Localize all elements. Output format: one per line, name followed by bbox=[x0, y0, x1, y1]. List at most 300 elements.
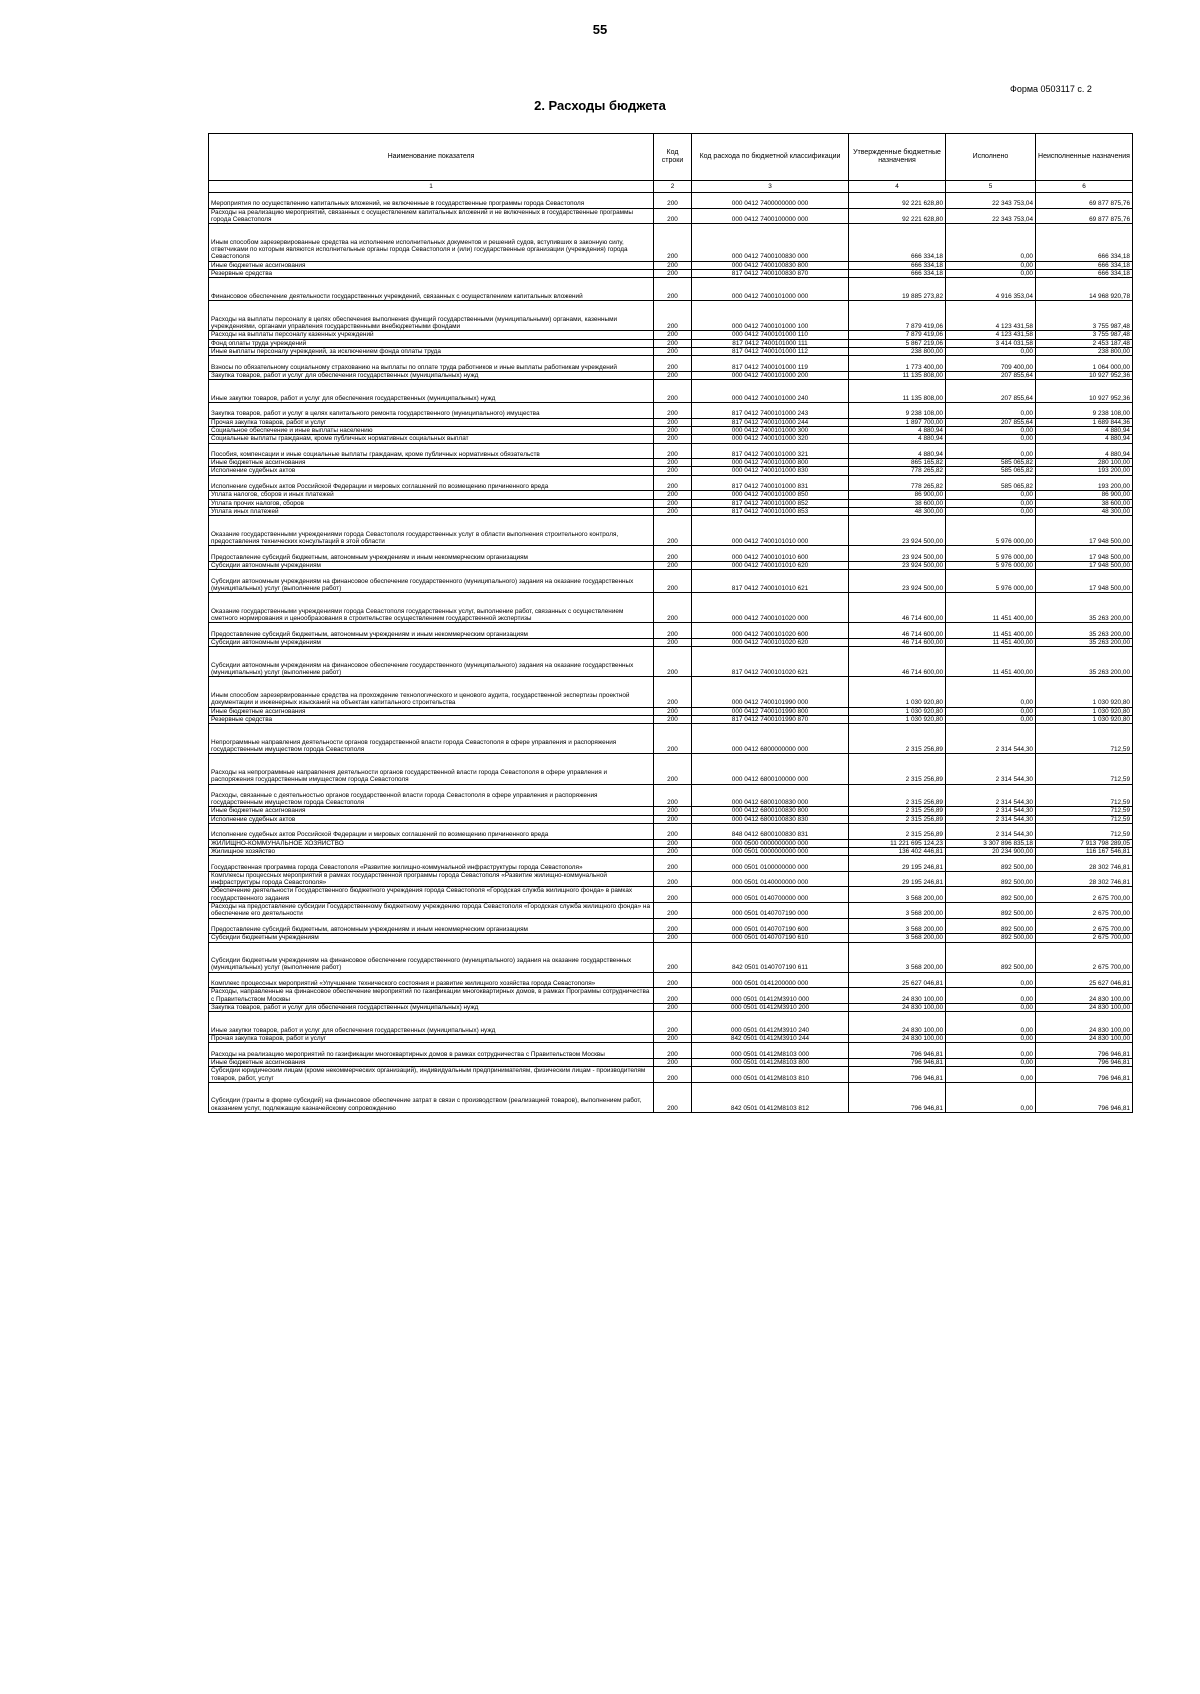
page-number: 55 bbox=[592, 22, 608, 37]
row-line-code: 200 bbox=[654, 988, 692, 1004]
row-name: Исполнение судебных актов Российской Федерации и мировых соглашений по возмещению причиненного вреда bbox=[209, 824, 654, 840]
row-line-code: 200 bbox=[654, 261, 692, 269]
row-approved: 29 195 246,81 bbox=[849, 856, 946, 872]
row-name: Социальные выплаты гражданам, кроме публичных нормативных социальных выплат bbox=[209, 435, 654, 443]
row-unexecuted: 24 830 100,00 bbox=[1036, 1035, 1133, 1043]
row-executed: 892 500,00 bbox=[946, 942, 1036, 972]
row-name: Комплекс процессных мероприятий «Улучшение технического состояния и развитие жилищного хозяйства города Севастополя» bbox=[209, 972, 654, 988]
table-row bbox=[209, 467, 1133, 475]
row-name: Исполнение судебных актов bbox=[209, 815, 654, 823]
row-line-code: 200 bbox=[654, 638, 692, 646]
row-executed: 3 307 896 835,18 bbox=[946, 839, 1036, 847]
row-executed: 892 500,00 bbox=[946, 856, 1036, 872]
table-row bbox=[209, 418, 1133, 426]
row-name: Резервные средства bbox=[209, 269, 654, 277]
header-name: Наименование показателя bbox=[209, 134, 654, 181]
row-line-code: 200 bbox=[654, 435, 692, 443]
row-unexecuted: 7 913 798 289,05 bbox=[1036, 839, 1133, 847]
row-approved: 2 315 256,89 bbox=[849, 824, 946, 840]
row-budget-code: 817 0412 7400101020 621 bbox=[692, 647, 849, 677]
row-approved: 9 238 108,00 bbox=[849, 403, 946, 419]
row-line-code: 200 bbox=[654, 403, 692, 419]
row-line-code: 200 bbox=[654, 647, 692, 677]
row-approved: 11 135 808,00 bbox=[849, 371, 946, 379]
row-unexecuted: 193 200,00 bbox=[1036, 475, 1133, 491]
row-executed: 0,00 bbox=[946, 1035, 1036, 1043]
row-executed: 0,00 bbox=[946, 1058, 1036, 1066]
row-line-code: 200 bbox=[654, 1067, 692, 1083]
row-name: Жилищное хозяйство bbox=[209, 847, 654, 855]
row-name: Оказание государственными учреждениями города Севастополя государственных услуг в области выполнения строительного контроля, предоставления технических консультаций в этой области bbox=[209, 516, 654, 546]
table-row bbox=[209, 887, 1133, 903]
row-executed: 709 400,00 bbox=[946, 356, 1036, 372]
row-line-code: 200 bbox=[654, 871, 692, 887]
row-name: Субсидии бюджетным учреждениям bbox=[209, 934, 654, 942]
table-row bbox=[209, 593, 1133, 623]
row-unexecuted: 9 238 108,00 bbox=[1036, 403, 1133, 419]
table-row bbox=[209, 847, 1133, 855]
row-budget-code: 842 0501 0140707190 611 bbox=[692, 942, 849, 972]
row-approved: 3 568 200,00 bbox=[849, 934, 946, 942]
table-row bbox=[209, 371, 1133, 379]
row-unexecuted: 2 675 700,00 bbox=[1036, 934, 1133, 942]
row-line-code: 200 bbox=[654, 903, 692, 919]
table-row bbox=[209, 561, 1133, 569]
page-title: 2. Расходы бюджета bbox=[534, 98, 666, 113]
row-unexecuted: 25 627 046,81 bbox=[1036, 972, 1133, 988]
row-name: Закупка товаров, работ и услуг для обеспечения государственных (муниципальных) нужд bbox=[209, 1003, 654, 1011]
row-approved: 46 714 600,00 bbox=[849, 647, 946, 677]
row-name: Взносы по обязательному социальному страхованию на выплаты по оплате труда работников и иные выплаты работникам учреждений bbox=[209, 356, 654, 372]
row-unexecuted: 2 675 700,00 bbox=[1036, 918, 1133, 934]
row-executed: 5 976 000,00 bbox=[946, 570, 1036, 593]
row-approved: 3 568 200,00 bbox=[849, 918, 946, 934]
row-executed: 892 500,00 bbox=[946, 934, 1036, 942]
row-name: Прочая закупка товаров, работ и услуг bbox=[209, 418, 654, 426]
row-budget-code: 817 0412 7400101000 321 bbox=[692, 443, 849, 459]
table-row bbox=[209, 403, 1133, 419]
row-approved: 3 568 200,00 bbox=[849, 942, 946, 972]
table-row bbox=[209, 356, 1133, 372]
row-approved: 46 714 600,00 bbox=[849, 638, 946, 646]
row-approved: 4 880,94 bbox=[849, 443, 946, 459]
row-budget-code: 842 0501 01412M8103 812 bbox=[692, 1082, 849, 1112]
row-approved: 46 714 600,00 bbox=[849, 593, 946, 623]
row-line-code: 200 bbox=[654, 815, 692, 823]
row-budget-code: 817 0412 7400101000 243 bbox=[692, 403, 849, 419]
row-executed: 11 451 400,00 bbox=[946, 593, 1036, 623]
row-executed: 2 314 544,30 bbox=[946, 815, 1036, 823]
row-name: Уплата иных платежей bbox=[209, 507, 654, 515]
table-row bbox=[209, 623, 1133, 639]
row-unexecuted: 712,59 bbox=[1036, 807, 1133, 815]
table-row bbox=[209, 278, 1133, 301]
row-name: Субсидии автономным учреждениям на финансовое обеспечение государственного (муниципального) задания на оказание государственных (муниципальных) услуг (выполнение работ) bbox=[209, 570, 654, 593]
row-line-code: 200 bbox=[654, 824, 692, 840]
row-unexecuted: 17 948 500,00 bbox=[1036, 516, 1133, 546]
row-unexecuted: 2 453 187,48 bbox=[1036, 339, 1133, 347]
row-budget-code: 000 0501 0140700000 000 bbox=[692, 887, 849, 903]
row-executed: 22 343 753,04 bbox=[946, 208, 1036, 224]
row-unexecuted: 712,59 bbox=[1036, 754, 1133, 784]
table-row bbox=[209, 224, 1133, 262]
row-unexecuted: 28 302 746,81 bbox=[1036, 871, 1133, 887]
row-approved: 92 221 628,80 bbox=[849, 193, 946, 209]
row-executed: 0,00 bbox=[946, 1067, 1036, 1083]
row-executed: 11 451 400,00 bbox=[946, 623, 1036, 639]
table-row bbox=[209, 380, 1133, 403]
row-unexecuted: 1 689 844,36 bbox=[1036, 418, 1133, 426]
row-approved: 136 402 446,81 bbox=[849, 847, 946, 855]
row-line-code: 200 bbox=[654, 491, 692, 499]
row-line-code: 200 bbox=[654, 784, 692, 807]
row-executed: 0,00 bbox=[946, 707, 1036, 715]
row-executed: 0,00 bbox=[946, 677, 1036, 707]
row-name: Расходы на реализацию мероприятий, связанных с осуществлением капитальных вложений и не включенных в государственные программы города Севастополя bbox=[209, 208, 654, 224]
table-row bbox=[209, 347, 1133, 355]
row-name: Предоставление субсидий бюджетным, автономным учреждениям и иным некоммерческим организациям bbox=[209, 546, 654, 562]
table-row bbox=[209, 807, 1133, 815]
row-approved: 7 879 419,06 bbox=[849, 301, 946, 331]
row-name: Пособия, компенсации и иные социальные выплаты гражданам, кроме публичных нормативных обязательств bbox=[209, 443, 654, 459]
row-unexecuted: 3 755 987,48 bbox=[1036, 301, 1133, 331]
row-line-code: 200 bbox=[654, 1012, 692, 1035]
row-name: Субсидии автономным учреждениям bbox=[209, 638, 654, 646]
row-line-code: 200 bbox=[654, 339, 692, 347]
row-unexecuted: 116 167 546,81 bbox=[1036, 847, 1133, 855]
row-executed: 892 500,00 bbox=[946, 903, 1036, 919]
row-executed: 0,00 bbox=[946, 499, 1036, 507]
table-row bbox=[209, 475, 1133, 491]
row-budget-code: 000 0412 6800100830 830 bbox=[692, 815, 849, 823]
row-name: Прочая закупка товаров, работ и услуг bbox=[209, 1035, 654, 1043]
table-row bbox=[209, 707, 1133, 715]
row-name: Закупка товаров, работ и услуг для обеспечения государственных (муниципальных) нужд bbox=[209, 371, 654, 379]
row-unexecuted: 796 946,81 bbox=[1036, 1043, 1133, 1059]
row-budget-code: 817 0412 7400101000 244 bbox=[692, 418, 849, 426]
table-row bbox=[209, 715, 1133, 723]
row-name: Предоставление субсидий бюджетным, автономным учреждениям и иным некоммерческим организациям bbox=[209, 918, 654, 934]
row-unexecuted: 712,59 bbox=[1036, 815, 1133, 823]
row-approved: 2 315 256,89 bbox=[849, 815, 946, 823]
row-approved: 1 773 400,00 bbox=[849, 356, 946, 372]
table-row bbox=[209, 1035, 1133, 1043]
row-name: Мероприятия по осуществлению капитальных вложений, не включенные в государственные программы города Севастополя bbox=[209, 193, 654, 209]
row-budget-code: 000 0412 6800100830 000 bbox=[692, 784, 849, 807]
table-row bbox=[209, 903, 1133, 919]
row-budget-code: 000 0501 0140707190 610 bbox=[692, 934, 849, 942]
table-row bbox=[209, 1003, 1133, 1011]
row-approved: 29 195 246,81 bbox=[849, 871, 946, 887]
row-executed: 0,00 bbox=[946, 491, 1036, 499]
row-unexecuted: 1 064 000,00 bbox=[1036, 356, 1133, 372]
table-row bbox=[209, 972, 1133, 988]
header-unexecuted: Неисполненные назначения bbox=[1036, 134, 1133, 181]
row-executed: 585 065,82 bbox=[946, 475, 1036, 491]
row-line-code: 200 bbox=[654, 516, 692, 546]
row-executed: 3 414 031,58 bbox=[946, 339, 1036, 347]
row-approved: 796 946,81 bbox=[849, 1043, 946, 1059]
row-unexecuted: 3 755 987,48 bbox=[1036, 331, 1133, 339]
row-name: Расходы на выплаты персоналу в целях обеспечения выполнения функций государственными (муниципальными) органами, казенными учреждениями, органами управления государственными внебюджетными фондами bbox=[209, 301, 654, 331]
row-unexecuted: 4 880,94 bbox=[1036, 426, 1133, 434]
row-executed: 2 314 544,30 bbox=[946, 724, 1036, 754]
row-line-code: 200 bbox=[654, 356, 692, 372]
row-budget-code: 817 0412 7400101000 853 bbox=[692, 507, 849, 515]
row-executed: 2 314 544,30 bbox=[946, 824, 1036, 840]
row-line-code: 200 bbox=[654, 507, 692, 515]
row-budget-code: 817 0412 7400100830 870 bbox=[692, 269, 849, 277]
header-budget-code: Код расхода по бюджетной классификации bbox=[692, 134, 849, 181]
row-executed: 0,00 bbox=[946, 426, 1036, 434]
row-approved: 4 880,94 bbox=[849, 426, 946, 434]
row-executed: 2 314 544,30 bbox=[946, 754, 1036, 784]
row-executed: 4 123 431,58 bbox=[946, 331, 1036, 339]
row-unexecuted: 796 946,81 bbox=[1036, 1067, 1133, 1083]
row-approved: 3 568 200,00 bbox=[849, 887, 946, 903]
table-body bbox=[209, 193, 1133, 1113]
row-unexecuted: 35 263 200,00 bbox=[1036, 647, 1133, 677]
row-unexecuted: 69 877 875,76 bbox=[1036, 193, 1133, 209]
row-name: Иным способом зарезервированные средства на исполнение исполнительных документов и решений судов, вступивших в законную силу, ответчиками по которым являются исполнительные органы города Севастополя и (или) государственные организации (учреждения) города Севастополя bbox=[209, 224, 654, 262]
row-approved: 25 627 046,81 bbox=[849, 972, 946, 988]
row-budget-code: 000 0412 7400000000 000 bbox=[692, 193, 849, 209]
table-row bbox=[209, 193, 1133, 209]
row-approved: 865 165,82 bbox=[849, 459, 946, 467]
row-budget-code: 000 0412 7400101000 320 bbox=[692, 435, 849, 443]
row-name: Иные закупки товаров, работ и услуг для обеспечения государственных (муниципальных) нужд bbox=[209, 1012, 654, 1035]
row-unexecuted: 4 880,94 bbox=[1036, 443, 1133, 459]
row-line-code: 200 bbox=[654, 724, 692, 754]
row-approved: 23 924 500,00 bbox=[849, 570, 946, 593]
table-row bbox=[209, 301, 1133, 331]
row-approved: 666 334,18 bbox=[849, 261, 946, 269]
row-unexecuted: 238 800,00 bbox=[1036, 347, 1133, 355]
row-budget-code: 000 0501 0140707190 000 bbox=[692, 903, 849, 919]
table-row bbox=[209, 499, 1133, 507]
row-approved: 666 334,18 bbox=[849, 269, 946, 277]
row-unexecuted: 69 877 875,76 bbox=[1036, 208, 1133, 224]
row-budget-code: 000 0501 01412M3910 200 bbox=[692, 1003, 849, 1011]
table-row bbox=[209, 331, 1133, 339]
column-number: 6 bbox=[1036, 181, 1133, 193]
row-unexecuted: 24 830 100,00 bbox=[1036, 1012, 1133, 1035]
table-row bbox=[209, 824, 1133, 840]
row-line-code: 200 bbox=[654, 278, 692, 301]
row-name: Субсидии автономным учреждениям на финансовое обеспечение государственного (муниципального) задания на оказание государственных (муниципальных) услуг (выполнение работ) bbox=[209, 647, 654, 677]
row-budget-code: 817 0412 7400101000 119 bbox=[692, 356, 849, 372]
row-name: Исполнение судебных актов bbox=[209, 467, 654, 475]
table-row bbox=[209, 570, 1133, 593]
row-line-code: 200 bbox=[654, 707, 692, 715]
row-line-code: 200 bbox=[654, 934, 692, 942]
table-row bbox=[209, 435, 1133, 443]
row-name: Расходы на непрограммные направления деятельности органов государственной власти города Севастополя в сфере управления и распоряжения государственным имуществом города Севастополя bbox=[209, 754, 654, 784]
row-line-code: 200 bbox=[654, 224, 692, 262]
table-row bbox=[209, 1043, 1133, 1059]
row-executed: 0,00 bbox=[946, 972, 1036, 988]
row-unexecuted: 1 030 920,80 bbox=[1036, 715, 1133, 723]
row-line-code: 200 bbox=[654, 459, 692, 467]
row-executed: 11 451 400,00 bbox=[946, 638, 1036, 646]
row-line-code: 200 bbox=[654, 972, 692, 988]
row-unexecuted: 35 263 200,00 bbox=[1036, 638, 1133, 646]
row-budget-code: 000 0412 7400100830 800 bbox=[692, 261, 849, 269]
table-row bbox=[209, 269, 1133, 277]
row-unexecuted: 1 030 920,80 bbox=[1036, 707, 1133, 715]
table-row bbox=[209, 918, 1133, 934]
row-unexecuted: 796 946,81 bbox=[1036, 1082, 1133, 1112]
row-budget-code: 000 0412 7400101000 850 bbox=[692, 491, 849, 499]
row-executed: 0,00 bbox=[946, 1043, 1036, 1059]
row-line-code: 200 bbox=[654, 856, 692, 872]
row-unexecuted: 666 334,18 bbox=[1036, 224, 1133, 262]
row-budget-code: 000 0501 01412M8103 800 bbox=[692, 1058, 849, 1066]
row-name: Иным способом зарезервированные средства на прохождение технологического и ценового аудита, государственной экспертизы проектной документации и инженерных изысканий на объектам капитального строительства bbox=[209, 677, 654, 707]
row-budget-code: 000 0412 7400101010 620 bbox=[692, 561, 849, 569]
row-budget-code: 000 0412 7400100830 000 bbox=[692, 224, 849, 262]
row-approved: 796 946,81 bbox=[849, 1082, 946, 1112]
row-line-code: 200 bbox=[654, 426, 692, 434]
row-line-code: 200 bbox=[654, 371, 692, 379]
row-budget-code: 000 0412 7400101990 800 bbox=[692, 707, 849, 715]
row-approved: 666 334,18 bbox=[849, 224, 946, 262]
row-approved: 92 221 628,80 bbox=[849, 208, 946, 224]
row-executed: 4 123 431,58 bbox=[946, 301, 1036, 331]
column-number: 3 bbox=[692, 181, 849, 193]
row-unexecuted: 712,59 bbox=[1036, 724, 1133, 754]
row-line-code: 200 bbox=[654, 1003, 692, 1011]
row-executed: 0,00 bbox=[946, 988, 1036, 1004]
row-executed: 0,00 bbox=[946, 261, 1036, 269]
row-budget-code: 842 0501 01412M3910 244 bbox=[692, 1035, 849, 1043]
row-executed: 0,00 bbox=[946, 224, 1036, 262]
row-executed: 0,00 bbox=[946, 507, 1036, 515]
row-name: Оказание государственными учреждениями города Севастополя государственных услуг, выполнение работ, связанных с осуществлением сметного нормирования и ценообразования в строительстве осуществлением государственной экспертизы bbox=[209, 593, 654, 623]
row-line-code: 200 bbox=[654, 301, 692, 331]
row-budget-code: 817 0412 7400101000 112 bbox=[692, 347, 849, 355]
column-numbers-row bbox=[209, 181, 1133, 193]
row-budget-code: 000 0501 01412M8103 810 bbox=[692, 1067, 849, 1083]
row-approved: 23 924 500,00 bbox=[849, 516, 946, 546]
row-budget-code: 000 0412 7400101010 600 bbox=[692, 546, 849, 562]
row-executed: 0,00 bbox=[946, 435, 1036, 443]
row-approved: 1 030 920,80 bbox=[849, 677, 946, 707]
row-name: Предоставление субсидий бюджетным, автономным учреждениям и иным некоммерческим организациям bbox=[209, 623, 654, 639]
row-approved: 4 880,94 bbox=[849, 435, 946, 443]
row-executed: 2 314 544,30 bbox=[946, 784, 1036, 807]
row-name: Расходы на реализацию мероприятий по газификации многоквартирных домов в рамках сотрудничества с Правительством Москвы bbox=[209, 1043, 654, 1059]
row-line-code: 200 bbox=[654, 475, 692, 491]
row-unexecuted: 2 675 700,00 bbox=[1036, 903, 1133, 919]
row-name: ЖИЛИЩНО-КОММУНАЛЬНОЕ ХОЗЯЙСТВО bbox=[209, 839, 654, 847]
row-budget-code: 000 0501 01412M3910 240 bbox=[692, 1012, 849, 1035]
row-budget-code: 000 0412 7400101020 000 bbox=[692, 593, 849, 623]
row-executed: 0,00 bbox=[946, 269, 1036, 277]
row-line-code: 200 bbox=[654, 443, 692, 459]
row-budget-code: 000 0412 7400101010 000 bbox=[692, 516, 849, 546]
row-unexecuted: 28 302 746,81 bbox=[1036, 856, 1133, 872]
row-budget-code: 000 0412 7400101000 830 bbox=[692, 467, 849, 475]
table-row bbox=[209, 839, 1133, 847]
row-approved: 24 830 100,00 bbox=[849, 1003, 946, 1011]
row-executed: 0,00 bbox=[946, 1003, 1036, 1011]
row-budget-code: 000 0501 01412M8103 000 bbox=[692, 1043, 849, 1059]
row-name: Закупка товаров, работ и услуг в целях капитального ремонта государственного (муниципального) имущества bbox=[209, 403, 654, 419]
row-executed: 892 500,00 bbox=[946, 871, 1036, 887]
column-number: 1 bbox=[209, 181, 654, 193]
table-row bbox=[209, 934, 1133, 942]
row-name: Уплата налогов, сборов и иных платежей bbox=[209, 491, 654, 499]
form-code: Форма 0503117 с. 2 bbox=[1010, 84, 1092, 94]
row-executed: 585 065,82 bbox=[946, 459, 1036, 467]
row-unexecuted: 86 900,00 bbox=[1036, 491, 1133, 499]
row-budget-code: 000 0501 0100000000 000 bbox=[692, 856, 849, 872]
table-row bbox=[209, 754, 1133, 784]
row-budget-code: 848 0412 6800100830 831 bbox=[692, 824, 849, 840]
table-row bbox=[209, 1067, 1133, 1083]
row-approved: 7 879 419,06 bbox=[849, 331, 946, 339]
row-unexecuted: 17 948 500,00 bbox=[1036, 561, 1133, 569]
row-line-code: 200 bbox=[654, 1035, 692, 1043]
row-line-code: 200 bbox=[654, 754, 692, 784]
row-line-code: 200 bbox=[654, 1058, 692, 1066]
row-executed: 0,00 bbox=[946, 715, 1036, 723]
row-budget-code: 000 0412 7400101990 000 bbox=[692, 677, 849, 707]
row-approved: 1 030 920,80 bbox=[849, 715, 946, 723]
table-row bbox=[209, 724, 1133, 754]
row-line-code: 200 bbox=[654, 677, 692, 707]
row-budget-code: 000 0500 0000000000 000 bbox=[692, 839, 849, 847]
table-header-row bbox=[209, 134, 1133, 181]
header-line-code: Код строки bbox=[654, 134, 692, 181]
row-budget-code: 817 0412 7400101000 852 bbox=[692, 499, 849, 507]
row-approved: 2 315 256,89 bbox=[849, 807, 946, 815]
row-executed: 20 234 900,00 bbox=[946, 847, 1036, 855]
row-name: Субсидии автономным учреждениям bbox=[209, 561, 654, 569]
row-budget-code: 000 0412 7400101020 620 bbox=[692, 638, 849, 646]
row-unexecuted: 35 263 200,00 bbox=[1036, 623, 1133, 639]
row-line-code: 200 bbox=[654, 593, 692, 623]
row-name: Расходы на предоставление субсидии Государственному бюджетному учреждению города Севастополя «Городская служба жилищного фонда» на обеспечение его деятельности bbox=[209, 903, 654, 919]
table-row bbox=[209, 988, 1133, 1004]
row-approved: 38 600,00 bbox=[849, 499, 946, 507]
row-budget-code: 000 0501 0140707190 600 bbox=[692, 918, 849, 934]
row-name: Уплата прочих налогов, сборов bbox=[209, 499, 654, 507]
row-approved: 24 830 100,00 bbox=[849, 1035, 946, 1043]
row-line-code: 200 bbox=[654, 715, 692, 723]
row-name: Иные бюджетные ассигнования bbox=[209, 261, 654, 269]
row-budget-code: 000 0412 7400101000 240 bbox=[692, 380, 849, 403]
row-name: Иные бюджетные ассигнования bbox=[209, 459, 654, 467]
table-row bbox=[209, 942, 1133, 972]
row-unexecuted: 38 600,00 bbox=[1036, 499, 1133, 507]
row-approved: 86 900,00 bbox=[849, 491, 946, 499]
row-budget-code: 000 0412 7400101000 000 bbox=[692, 278, 849, 301]
row-budget-code: 817 0412 7400101990 870 bbox=[692, 715, 849, 723]
row-line-code: 200 bbox=[654, 623, 692, 639]
row-name: Иные бюджетные ассигнования bbox=[209, 707, 654, 715]
row-budget-code: 000 0501 01412M3910 000 bbox=[692, 988, 849, 1004]
row-budget-code: 817 0412 7400101000 111 bbox=[692, 339, 849, 347]
header-executed: Исполнено bbox=[946, 134, 1036, 181]
row-unexecuted: 796 946,81 bbox=[1036, 1058, 1133, 1066]
row-approved: 796 946,81 bbox=[849, 1067, 946, 1083]
row-budget-code: 000 0412 7400101000 100 bbox=[692, 301, 849, 331]
row-budget-code: 000 0412 7400101000 800 bbox=[692, 459, 849, 467]
row-line-code: 200 bbox=[654, 546, 692, 562]
row-line-code: 200 bbox=[654, 347, 692, 355]
